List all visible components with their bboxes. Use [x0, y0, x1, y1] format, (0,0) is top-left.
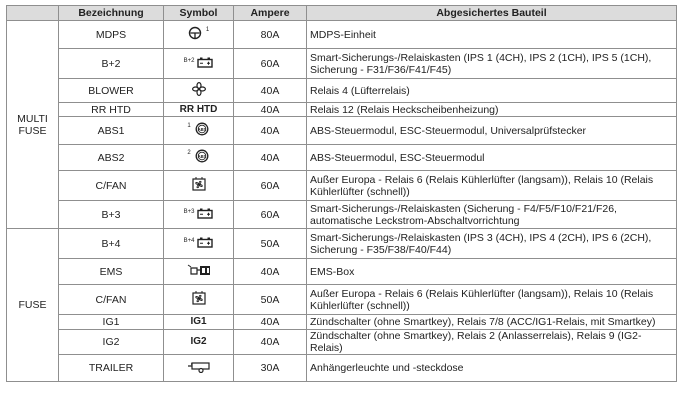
table-row [7, 117, 677, 145]
group-label-multi-fuse: MULTI FUSE [7, 21, 59, 229]
battery-icon [197, 208, 213, 222]
steering-wheel-icon [188, 26, 206, 43]
row-symbol-small: 1 [205, 27, 210, 33]
row-name: BLOWER [59, 79, 164, 103]
row-symbol-small: B+3 [183, 208, 195, 215]
header-ampere: Ampere [234, 6, 307, 21]
cooling-fan-icon [191, 176, 207, 195]
row-ampere: 40A [234, 259, 307, 285]
row-name: B+2 [59, 49, 164, 79]
header-row [7, 6, 677, 21]
row-symbol-small: B+2 [183, 57, 195, 64]
row-symbol [164, 49, 234, 79]
table-row [7, 259, 677, 285]
battery-icon [197, 57, 213, 71]
table-row [7, 201, 677, 229]
row-bauteil: ABS-Steuermodul, ESC-Steuermodul, Universalprüfstecker [307, 117, 677, 145]
row-name: RR HTD [59, 103, 164, 117]
row-ampere: 40A [234, 330, 307, 355]
row-bauteil: Smart-Sicherungs-/Relaiskasten (Sicherung - F4/F5/F10/F21/F26, automatische Leckstrom-Abschaltvorrichtung [307, 201, 677, 229]
row-name: C/FAN [59, 285, 164, 315]
row-bauteil: Zündschalter (ohne Smartkey), Relais 7/8 (ACC/IG1-Relais, mit Smartkey) [307, 315, 677, 330]
table-row [7, 171, 677, 201]
header-symbol: Symbol [164, 6, 234, 21]
row-symbol [164, 259, 234, 285]
row-ampere: 60A [234, 201, 307, 229]
svg-text:ABS: ABS [197, 153, 207, 159]
row-ampere: 50A [234, 285, 307, 315]
table-row [7, 21, 677, 49]
row-symbol: IG1 [164, 315, 234, 330]
header-bauteil: Abgesichertes Bauteil [307, 6, 677, 21]
row-ampere: 60A [234, 49, 307, 79]
row-symbol [164, 21, 234, 49]
cooling-fan-icon [191, 290, 207, 309]
row-bauteil: EMS-Box [307, 259, 677, 285]
row-bauteil: ABS-Steuermodul, ESC-Steuermodul [307, 145, 677, 171]
row-symbol-small: B+4 [183, 237, 195, 244]
row-ampere: 80A [234, 21, 307, 49]
row-symbol [164, 229, 234, 259]
row-bauteil: Anhängerleuchte und -steckdose [307, 355, 677, 382]
abs-icon [194, 149, 210, 166]
abs-icon [194, 122, 210, 139]
row-name: TRAILER [59, 355, 164, 382]
row-bauteil: Außer Europa - Relais 6 (Relais Kühlerlüfter (langsam)), Relais 10 (Relais Kühlerlüfter (schnell)) [307, 285, 677, 315]
row-bauteil: Relais 12 (Relais Heckscheibenheizung) [307, 103, 677, 117]
group-label-fuse: FUSE [7, 229, 59, 382]
row-symbol [164, 171, 234, 201]
row-symbol-small: 1 [187, 123, 191, 129]
row-name: IG1 [59, 315, 164, 330]
row-ampere: 40A [234, 79, 307, 103]
row-ampere: 60A [234, 171, 307, 201]
row-symbol: IG2 [164, 330, 234, 355]
row-name: IG2 [59, 330, 164, 355]
table-row [7, 103, 677, 117]
row-ampere: 40A [234, 103, 307, 117]
table-row [7, 229, 677, 259]
row-name: B+3 [59, 201, 164, 229]
row-symbol [164, 117, 234, 145]
table-row [7, 285, 677, 315]
row-ampere: 40A [234, 315, 307, 330]
row-ampere: 40A [234, 145, 307, 171]
row-bauteil: Smart-Sicherungs-/Relaiskasten (IPS 3 (4CH), IPS 4 (2CH), IPS 6 (2CH), Sicherung - F35/F38/F40/F44) [307, 229, 677, 259]
row-symbol [164, 285, 234, 315]
row-name: ABS2 [59, 145, 164, 171]
battery-icon [197, 237, 213, 251]
row-symbol [164, 145, 234, 171]
table-row [7, 315, 677, 330]
svg-text:ABS: ABS [197, 126, 207, 132]
row-symbol-small: 2 [187, 150, 191, 156]
row-symbol [164, 355, 234, 382]
row-symbol [164, 201, 234, 229]
row-name: ABS1 [59, 117, 164, 145]
row-bauteil: MDPS-Einheit [307, 21, 677, 49]
table-row [7, 49, 677, 79]
fan-icon [192, 82, 206, 99]
trailer-icon [187, 361, 211, 376]
row-name: MDPS [59, 21, 164, 49]
table-row [7, 79, 677, 103]
fuse-table [6, 5, 677, 382]
row-bauteil: Relais 4 (Lüfterrelais) [307, 79, 677, 103]
table-row [7, 330, 677, 355]
table-row [7, 355, 677, 382]
row-ampere: 50A [234, 229, 307, 259]
row-symbol [164, 79, 234, 103]
row-symbol: RR HTD [164, 103, 234, 117]
header-bezeichnung: Bezeichnung [59, 6, 164, 21]
row-name: EMS [59, 259, 164, 285]
row-ampere: 40A [234, 117, 307, 145]
row-ampere: 30A [234, 355, 307, 382]
row-name: C/FAN [59, 171, 164, 201]
row-bauteil: Smart-Sicherungs-/Relaiskasten (IPS 1 (4CH), IPS 2 (1CH), IPS 5 (1CH), Sicherung - F31/F36/F41/F45) [307, 49, 677, 79]
table-row [7, 145, 677, 171]
row-bauteil: Zündschalter (ohne Smartkey), Relais 2 (Anlasserrelais), Relais 9 (IG2-Relais) [307, 330, 677, 355]
row-bauteil: Außer Europa - Relais 6 (Relais Kühlerlüfter (langsam)), Relais 10 (Relais Kühlerlüfter (schnell)) [307, 171, 677, 201]
row-name: B+4 [59, 229, 164, 259]
engine-icon [186, 264, 212, 279]
header-group [7, 6, 59, 21]
